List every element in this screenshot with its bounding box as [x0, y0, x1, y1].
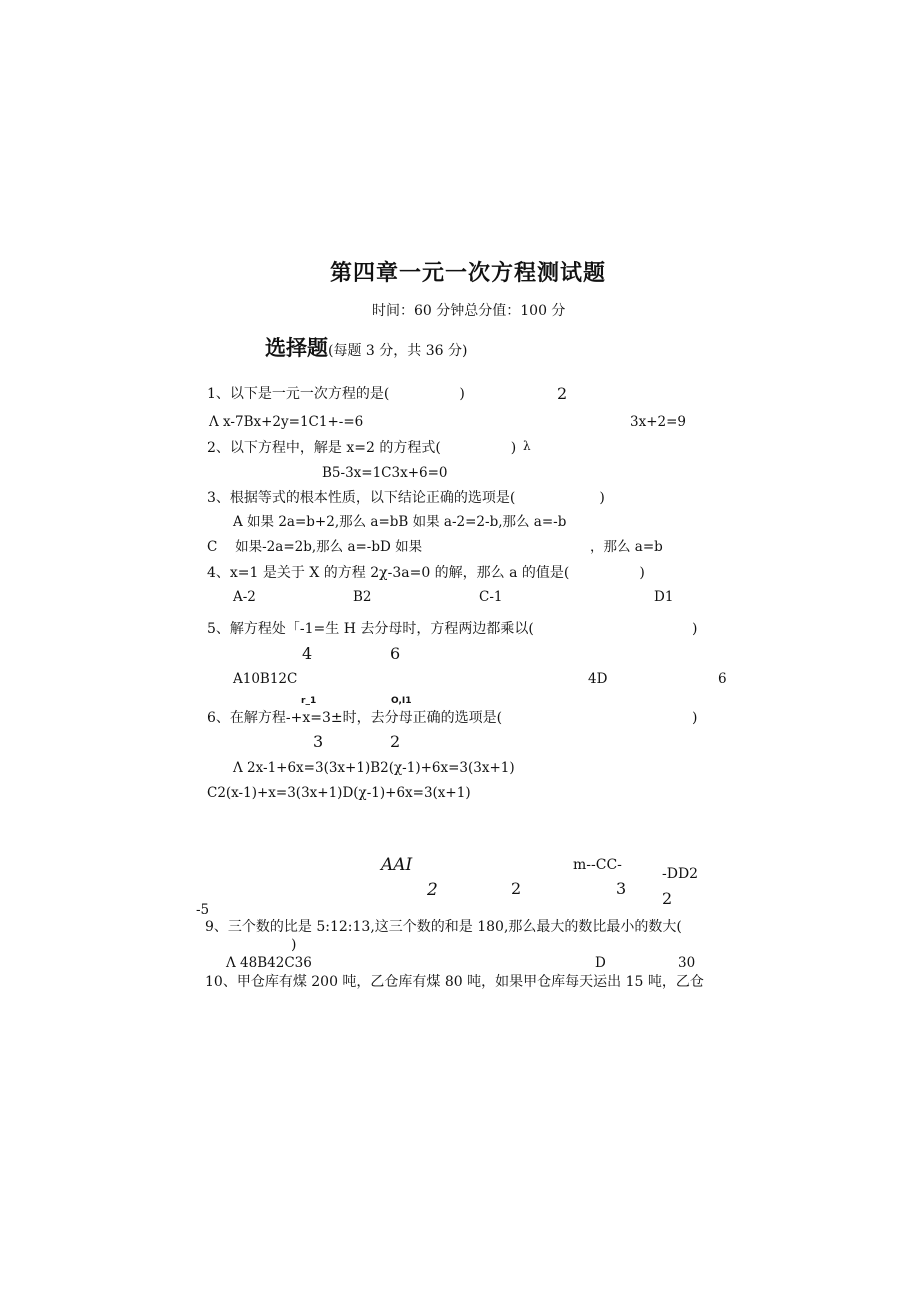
question-3-options-ab: A 如果 2a=b+2,那么 a=bB 如果 a-2=2-b,那么 a=-b — [233, 514, 567, 530]
question-5-denominator-1: 4 — [302, 644, 313, 663]
question-5-option-d: 4D — [588, 671, 608, 687]
question-10: 10、甲仓库有煤 200 吨，乙仓库有煤 80 吨，如果甲仓库每天运出 15 吨，乙仓 — [205, 974, 704, 990]
exam-info: 时间：60 分钟总分值：100 分 — [372, 303, 566, 319]
fragment-denominator-1: 2 — [427, 880, 438, 900]
question-9-option-d: D — [595, 955, 606, 971]
question-2-options: B5-3x=1C3x+6=0 — [322, 465, 448, 481]
question-4-option-c: C-1 — [479, 589, 503, 605]
question-5-denominator-2: 6 — [390, 644, 401, 663]
question-6-options-cd: C2(x-1)+x=3(3x+1)D(χ-1)+6x=3(x+1) — [207, 785, 471, 801]
question-1-option-d: 3x+2=9 — [630, 414, 687, 430]
question-1-side-number: 2 — [557, 384, 568, 403]
section-heading — [265, 337, 467, 358]
section-note: (每题 3 分，共 36 分) — [328, 343, 468, 359]
fragment-option-d: -DD2 — [662, 866, 699, 882]
question-3-option-d-end: ，那么 a=b — [590, 539, 663, 555]
question-4-option-b: B2 — [353, 589, 372, 605]
question-5: 5、解方程处「-1=生 H 去分母时，方程两边都乘以( — [207, 621, 534, 637]
section-title: 选择题 — [265, 335, 328, 360]
question-4: 4、x=1 是关于 X 的方程 2χ-3a=0 的解，那么 a 的值是( ) — [207, 565, 645, 581]
question-3-options-cd: C 如果-2a=2b,那么 a=-bD 如果 — [207, 539, 423, 555]
page-title: 第四章一元一次方程测试题 — [330, 260, 607, 286]
question-2: 2、以下方程中，解是 x=2 的方程式( ) — [207, 440, 517, 456]
question-1-options: Λ x-7Bx+2y=1C1+-=6 — [209, 414, 364, 430]
question-9-close: ) — [291, 937, 297, 953]
question-4-option-a: A-2 — [233, 589, 256, 605]
question-6-superscript-1: r_1 — [301, 696, 317, 706]
question-6-denominator-1: 3 — [313, 732, 324, 751]
question-9: 9、三个数的比是 5:12:13,这三个数的和是 180,那么最大的数比最小的数大( — [205, 919, 682, 935]
question-9-option-d-value: 30 — [678, 955, 696, 971]
question-3: 3、根据等式的根本性质，以下结论正确的选项是( ) — [207, 490, 605, 506]
question-1: 1、以下是一元一次方程的是( ) — [207, 386, 465, 402]
question-5-close: ) — [692, 621, 698, 637]
question-2-mark: λ — [523, 439, 531, 453]
fragment-option-a: AAI — [381, 855, 413, 875]
question-9-options: Λ 48B42C36 — [226, 955, 312, 971]
fragment-denominator-3: 3 — [616, 879, 627, 898]
fragment-denominator-4: 2 — [662, 889, 673, 908]
fragment-denominator-2: 2 — [511, 879, 522, 898]
question-6-denominator-2: 2 — [390, 732, 401, 751]
question-5-option-d-value: 6 — [718, 671, 727, 687]
question-6-close: ) — [692, 710, 698, 726]
question-5-options: A10B12C — [233, 671, 298, 687]
question-6-options-ab: Λ 2x-1+6x=3(3x+1)B2(χ-1)+6x=3(3x+1) — [233, 760, 515, 776]
question-4-option-d: D1 — [654, 589, 674, 605]
fragment-option-c: m--CC- — [573, 857, 622, 873]
fragment-negative-five: -5 — [196, 902, 210, 918]
question-6: 6、在解方程-+x=3±时，去分母正确的选项是( — [207, 710, 503, 726]
question-6-superscript-2: O,I1 — [391, 696, 412, 706]
